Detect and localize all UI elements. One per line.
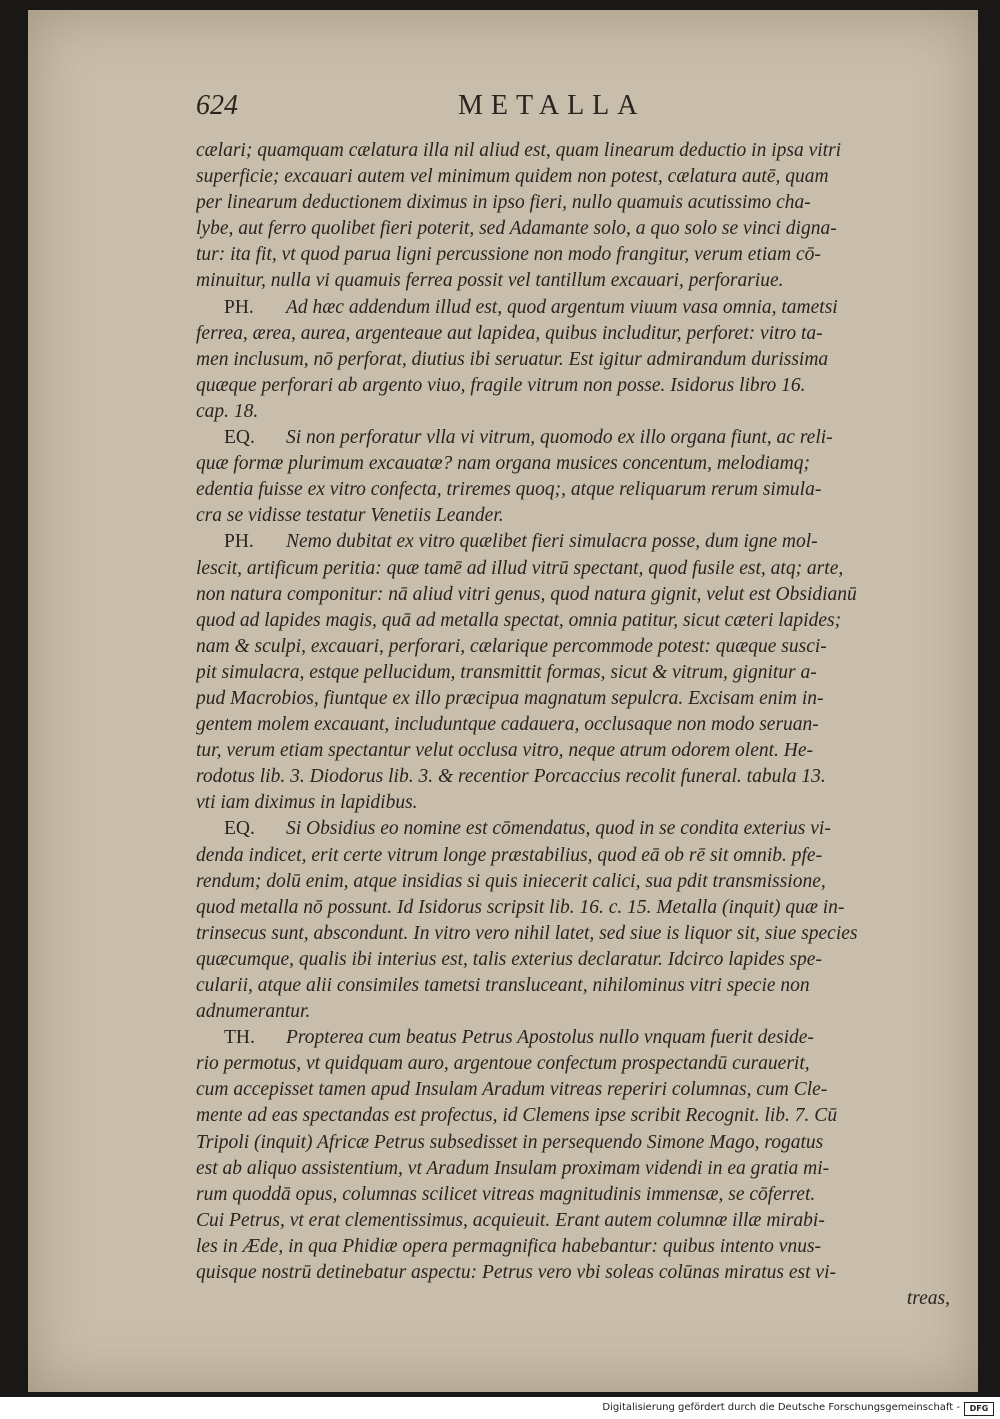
text-line: Cui Petrus, vt erat clementissimus, acquieuit. Erant autem columnæ illæ mirabi- xyxy=(196,1209,825,1231)
text-line: cularii, atque alii consimiles tametsi transluceant, nihilominus vitri specie non xyxy=(196,975,810,996)
speech-opening xyxy=(196,295,960,321)
text-line: cra se vidisse testatur Venetiis Leander. xyxy=(196,505,504,527)
text-line: mente ad eas spectandas est profectus, id Clemens ipse scribit Recognit. lib. 7. Cū xyxy=(196,1105,838,1127)
text-line: pit simulacra, estque pellucidum, transmittit formas, sicut & vitrum, gignitur a- xyxy=(196,661,817,683)
text-line: quæque perforari ab argento viuo, fragile vitrum non posse. Isidorus libro 16. xyxy=(196,374,806,396)
text-line: lescit, artificum peritia: quæ tamē ad illud vitrū spectant, quod fusile est, atq; arte, xyxy=(196,557,844,579)
running-head: METALLA xyxy=(458,90,646,121)
text-line: ferrea, ærea, aurea, argenteaue aut lapidea, quibus includitur, perforet: vitro ta- xyxy=(196,322,823,344)
text-line: rendum; dolū enim, atque insidias si quis iniecerit calici, sua pdit transmissione, xyxy=(196,870,826,892)
text-line: est ab aliquo assistentium, vt Aradum Insulam proximam videndi in ea gratia mi- xyxy=(196,1157,830,1179)
speaker-label: EQ. xyxy=(224,818,255,840)
text-line: gentem molem excauant, includuntque cadauera, occlusaque non modo seruan- xyxy=(196,714,819,736)
text-line: rodotus lib. 3. Diodorus lib. 3. & recentior Porcaccius recolit funeral. tabula 13. xyxy=(196,766,826,788)
text-line: rio permotus, vt quidquam auro, argentoue confectum prospectandū curauerit, xyxy=(196,1053,810,1075)
speech-text: Ad hæc addendum illud est, quod argentum viuum vasa omnia, tametsi xyxy=(286,296,838,318)
speech-opening xyxy=(196,1025,960,1051)
text-line: minuitur, nulla vi quamuis ferrea possit vel tantillum excauari, perforariue. xyxy=(196,270,784,292)
footer-bar xyxy=(0,1397,1000,1419)
text-line: tur, verum etiam spectantur velut occlusa vitro, neque atrum odorem olent. He- xyxy=(196,740,814,762)
text-line: cap. 18. xyxy=(196,400,259,422)
speech-opening xyxy=(196,529,960,555)
text-line: quæcumque, qualis ibi interius est, talis exterius declaratur. Idcirco lapides spe- xyxy=(196,948,822,970)
speech-text: Nemo dubitat ex vitro quælibet fieri simulacra posse, dum igne mol- xyxy=(286,531,818,553)
text-line: quod ad lapides magis, quā ad metalla spectat, omnia patitur, sicut cæteri lapides; xyxy=(196,609,842,631)
text-line: tur: ita fit, vt quod parua ligni percussione non modo frangitur, verum etiam cō- xyxy=(196,244,821,266)
speech-text: Si Obsidius eo nomine est cōmendatus, quod in se condita exterius vi- xyxy=(286,818,831,840)
text-line: per linearum deductionem diximus in ipso fieri, nullo quamuis acutissimo cha- xyxy=(196,192,811,214)
speaker-label: PH. xyxy=(224,531,254,553)
text-line: quisque nostrū detinebatur aspectu: Petrus vero vbi soleas colūnas miratus est vi- xyxy=(196,1262,836,1284)
text-line: cælari; quamquam cælatura illa nil aliud est, quam linearum deductio in ipsa vitri xyxy=(196,140,842,161)
page-header xyxy=(196,90,956,130)
dfg-logo-icon: DFG xyxy=(964,1402,994,1416)
page-number: 624 xyxy=(196,90,238,121)
text-line: quæ formæ plurimum excauatæ? nam organa musices concentum, melodiamq; xyxy=(196,453,811,475)
text-line: vti iam diximus in lapidibus. xyxy=(196,792,418,814)
text-line: trinsecus sunt, abscondunt. In vitro vero nihil latet, sed siue is liquor sit, siue species xyxy=(196,922,858,944)
funding-credit: Digitalisierung gefördert durch die Deutsche Forschungsgemeinschaft - xyxy=(602,1402,960,1413)
text-line: les in Æde, in qua Phidiæ opera permagnifica habebantur: quibus intento vnus- xyxy=(196,1235,822,1257)
speech-opening xyxy=(196,425,960,451)
speaker-label: PH. xyxy=(224,296,254,318)
text-line: nam & sculpi, excauari, perforari, cælarique percommode potest: quæque susci- xyxy=(196,635,827,657)
speaker-label: EQ. xyxy=(224,427,255,449)
text-line: pud Macrobios, fiuntque ex illo præcipua magnatum sepulcra. Excisam enim in- xyxy=(196,687,824,709)
text-line: cum accepisset tamen apud Insulam Aradum vitreas reperiri columnas, cum Cle- xyxy=(196,1079,828,1101)
speech-text: Si non perforatur vlla vi vitrum, quomodo ex illo organa fiunt, ac reli- xyxy=(286,427,833,449)
body-text xyxy=(196,138,960,1312)
speaker-label: TH. xyxy=(224,1027,255,1049)
text-line: non natura componitur: nā aliud vitri genus, quod natura gignit, velut est Obsidianū xyxy=(196,583,857,605)
speech-opening xyxy=(196,816,960,842)
text-line: men inclusum, nō perforat, diutius ibi seruatur. Est igitur admirandum durissima xyxy=(196,348,829,370)
text-line: edentia fuisse ex vitro confecta, triremes quoq;, atque reliquarum rerum simula- xyxy=(196,479,822,501)
text-line: superficie; excauari autem vel minimum quidem non potest, cælatura autē, quam xyxy=(196,166,829,188)
text-line: denda indicet, erit certe vitrum longe præstabilius, quod eā ob rē sit omnib. pfe- xyxy=(196,844,823,866)
text-line: lybe, aut ferro quolibet fieri poterit, sed Adamante solo, a quo solo se vinci digna- xyxy=(196,218,837,240)
text-line: Tripoli (inquit) Africæ Petrus subsedisset in persequendo Simone Mago, rogatus xyxy=(196,1131,824,1153)
book-page xyxy=(28,10,978,1392)
speech-text: Propterea cum beatus Petrus Apostolus nullo vnquam fuerit deside- xyxy=(286,1027,814,1049)
catchword: treas, xyxy=(906,1288,950,1310)
text-line: adnumerantur. xyxy=(196,1001,311,1023)
text-line: rum quoddā opus, columnas scilicet vitreas magnitudinis immensæ, se cōferret. xyxy=(196,1183,816,1205)
text-line: quod metalla nō possunt. Id Isidorus scripsit lib. 16. c. 15. Metalla (inquit) quæ in- xyxy=(196,896,845,918)
